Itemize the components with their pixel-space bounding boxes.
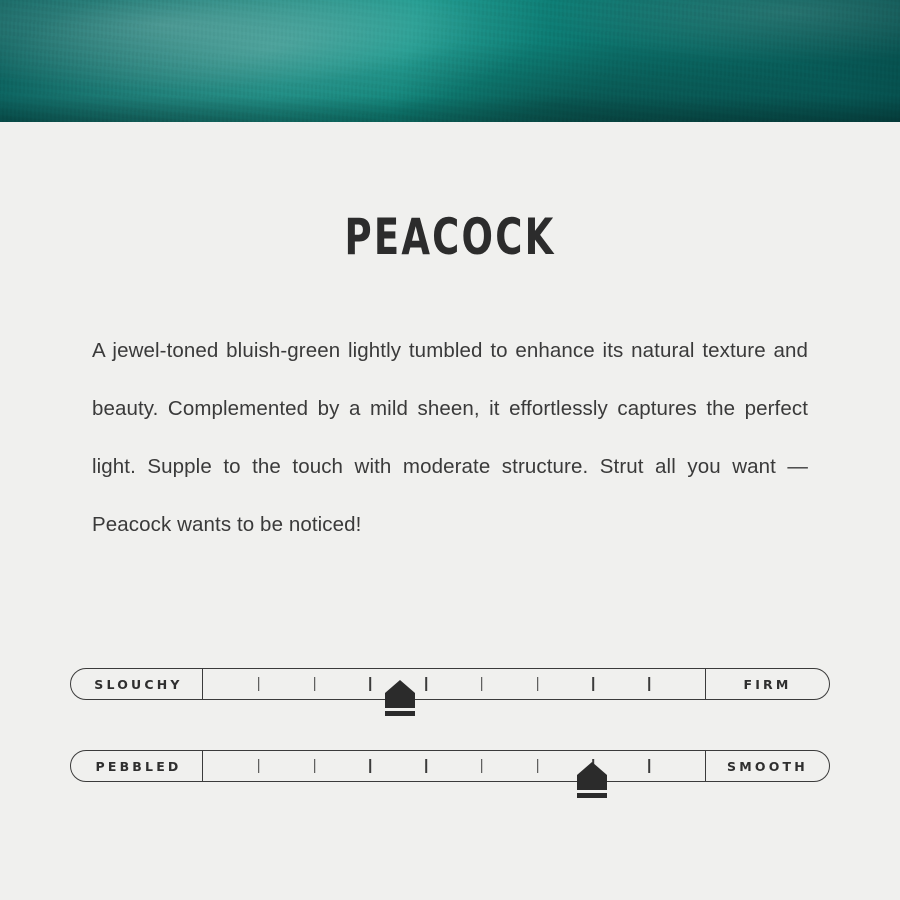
scale-structure-ticks xyxy=(203,669,705,699)
scale-texture-right-label: SMOOTH xyxy=(705,751,829,781)
marker-foot xyxy=(577,793,607,798)
tick-mark xyxy=(648,677,650,691)
scale-texture-ticks xyxy=(203,751,705,781)
scale-texture-bar[interactable] xyxy=(70,750,830,782)
scale-structure xyxy=(70,668,830,750)
tick-mark xyxy=(258,759,260,773)
attribute-scales xyxy=(70,668,830,832)
marker-body xyxy=(385,693,415,708)
tick-mark xyxy=(314,677,316,691)
peacock-leather-swatch xyxy=(0,0,900,122)
marker-body xyxy=(577,775,607,790)
scale-structure-bar[interactable] xyxy=(70,668,830,700)
tick-mark xyxy=(481,759,483,773)
tick-mark xyxy=(314,759,316,773)
tick-mark xyxy=(537,759,539,773)
scale-structure-marker[interactable] xyxy=(385,680,415,716)
marker-foot xyxy=(385,711,415,716)
marker-pin-icon xyxy=(577,762,607,775)
swatch-bottom-shadow xyxy=(0,96,900,122)
scale-texture-marker[interactable] xyxy=(577,762,607,798)
marker-pin-icon xyxy=(385,680,415,693)
tick-mark xyxy=(370,677,372,691)
scale-texture xyxy=(70,750,830,832)
scale-structure-right-label: FIRM xyxy=(705,669,829,699)
tick-mark xyxy=(481,677,483,691)
tick-mark xyxy=(593,677,595,691)
tick-mark xyxy=(425,677,427,691)
tick-mark xyxy=(258,677,260,691)
tick-mark xyxy=(537,677,539,691)
scale-structure-left-label: SLOUCHY xyxy=(71,669,203,699)
scale-texture-left-label: PEBBLED xyxy=(71,751,203,781)
product-description-text: A jewel-toned bluish-green lightly tumbled to enhance its natural texture and beauty. Complemented by a mild sheen, it effortlessly captures the perfect light. Supple to the touch with moderate structure. Strut all you want — Peacock wants to be noticed! xyxy=(92,339,808,536)
product-description xyxy=(92,322,808,554)
tick-mark xyxy=(425,759,427,773)
tick-mark xyxy=(370,759,372,773)
tick-mark xyxy=(648,759,650,773)
page-title: PEACOCK xyxy=(344,208,556,266)
